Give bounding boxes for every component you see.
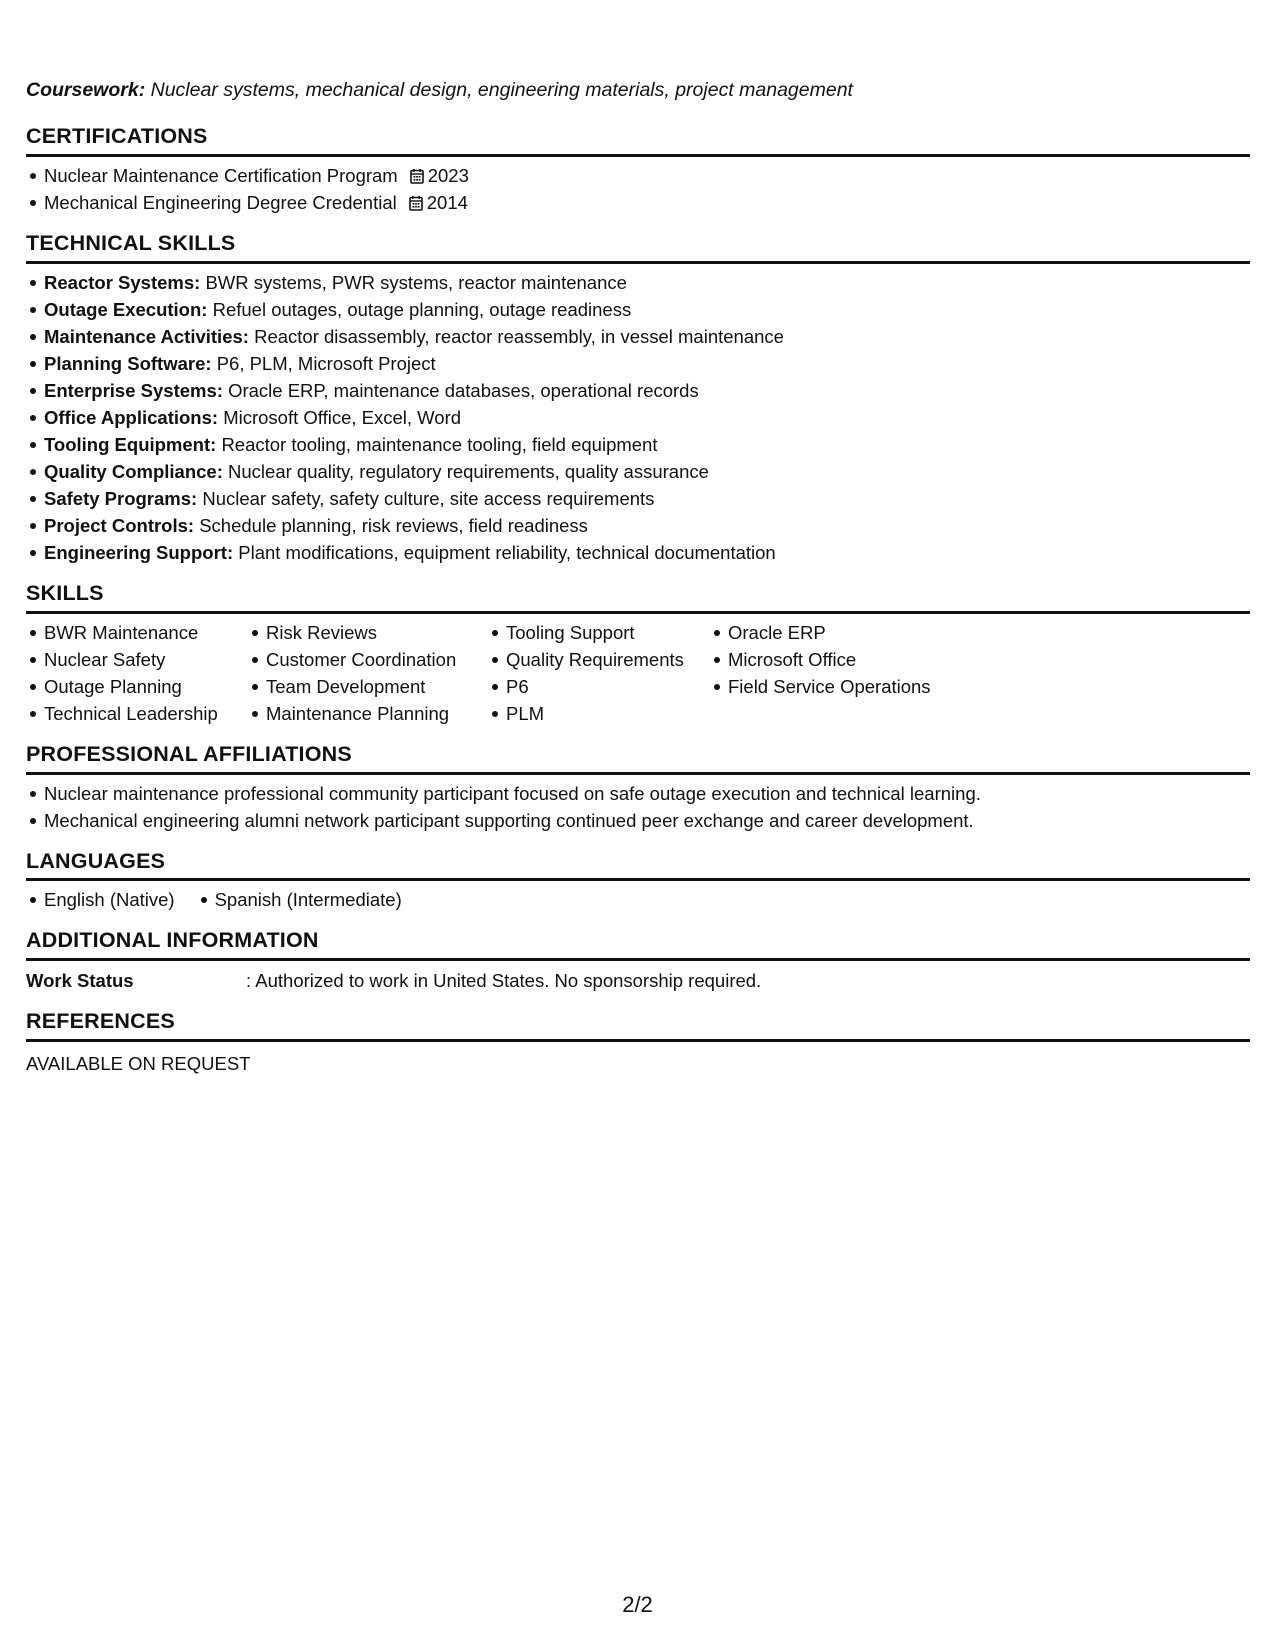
technical-skill-label: Enterprise Systems: — [44, 379, 223, 401]
skill-item: Field Service Operations — [728, 673, 978, 700]
technical-skill-value: Refuel outages, outage planning, outage readiness — [212, 298, 632, 320]
page-number: 2/2 — [622, 1592, 653, 1617]
skill-item: Microsoft Office — [728, 646, 978, 673]
certification-item — [44, 162, 1250, 189]
skill-item: Maintenance Planning — [266, 700, 488, 727]
skill-item: Quality Requirements — [506, 646, 710, 673]
certification-item — [44, 189, 1250, 216]
technical-skill-value: Reactor disassembly, reactor reassembly, in vessel maintenance — [254, 325, 784, 347]
skill-item: Tooling Support — [506, 619, 710, 646]
affiliation-item: Nuclear maintenance professional community participant focused on safe outage execution and technical learning. — [44, 780, 1250, 807]
technical-skill-label: Safety Programs: — [44, 487, 198, 509]
affiliations-section — [26, 742, 1250, 834]
language-item: English (Native) — [44, 886, 175, 913]
skill-item: Oracle ERP — [728, 619, 978, 646]
technical-skill-item — [44, 377, 1250, 404]
technical-skill-label: Engineering Support: — [44, 541, 234, 563]
certification-year: 2023 — [427, 165, 469, 187]
skill-item: Outage Planning — [44, 673, 248, 700]
technical-skill-item — [44, 512, 1250, 539]
language-column — [26, 886, 175, 913]
work-status-row — [26, 967, 1250, 994]
references-section — [26, 1009, 1250, 1077]
technical-skill-item — [44, 350, 1250, 377]
work-status-label: Work Status — [26, 970, 134, 992]
technical-skill-value: Nuclear safety, safety culture, site access requirements — [202, 487, 655, 509]
affiliations-list — [26, 780, 1250, 834]
technical-skills-list — [26, 269, 1250, 566]
affiliation-item: Mechanical engineering alumni network participant supporting continued peer exchange and career development. — [44, 807, 1250, 834]
technical-skill-label: Tooling Equipment: — [44, 433, 217, 455]
technical-skills-section — [26, 231, 1250, 566]
technical-skill-item — [44, 404, 1250, 431]
technical-skill-value: Schedule planning, risk reviews, field readiness — [199, 514, 588, 536]
affiliations-title: PROFESSIONAL AFFILIATIONS — [26, 742, 1250, 775]
skill-item: P6 — [506, 673, 710, 700]
technical-skill-label: Reactor Systems: — [44, 271, 201, 293]
skill-item: Customer Coordination — [266, 646, 488, 673]
technical-skill-item — [44, 296, 1250, 323]
technical-skill-item — [44, 431, 1250, 458]
language-column — [197, 886, 402, 913]
skills-grid — [26, 619, 1250, 727]
certification-year: 2014 — [426, 192, 468, 214]
technical-skill-item — [44, 269, 1250, 296]
technical-skill-value: P6, PLM, Microsoft Project — [216, 352, 436, 374]
skill-item: Technical Leadership — [44, 700, 248, 727]
additional-info-title: ADDITIONAL INFORMATION — [26, 928, 1250, 961]
technical-skill-label: Project Controls: — [44, 514, 195, 536]
technical-skill-item — [44, 485, 1250, 512]
technical-skill-value: BWR systems, PWR systems, reactor maintenance — [205, 271, 627, 293]
technical-skill-value: Reactor tooling, maintenance tooling, field equipment — [221, 433, 658, 455]
resume-content — [26, 78, 1250, 1077]
technical-skill-label: Maintenance Activities: — [44, 325, 249, 347]
work-status-value: : Authorized to work in United States. No sponsorship required. — [246, 970, 762, 992]
skill-item: BWR Maintenance — [44, 619, 248, 646]
coursework-label: Coursework: — [26, 79, 146, 101]
language-item: Spanish (Intermediate) — [215, 886, 402, 913]
skills-section — [26, 581, 1250, 727]
technical-skill-item — [44, 323, 1250, 350]
technical-skill-label: Office Applications: — [44, 406, 219, 428]
skills-column — [488, 619, 710, 727]
references-text: AVAILABLE ON REQUEST — [26, 1052, 251, 1074]
coursework-text: Nuclear systems, mechanical design, engineering materials, project management — [150, 79, 853, 101]
technical-skill-value: Oracle ERP, maintenance databases, operational records — [228, 379, 699, 401]
languages-section — [26, 849, 1250, 914]
certifications-section — [26, 124, 1250, 216]
skills-column — [248, 619, 488, 727]
skill-item: Team Development — [266, 673, 488, 700]
calendar-icon — [410, 168, 424, 184]
skill-item: PLM — [506, 700, 710, 727]
skills-column — [710, 619, 978, 727]
technical-skill-label: Quality Compliance: — [44, 460, 223, 482]
technical-skill-value: Plant modifications, equipment reliability, technical documentation — [238, 541, 776, 563]
skill-item: Nuclear Safety — [44, 646, 248, 673]
calendar-icon — [409, 195, 423, 211]
technical-skill-item — [44, 539, 1250, 566]
coursework-line — [26, 78, 1250, 103]
languages-list — [26, 886, 1250, 913]
technical-skill-label: Planning Software: — [44, 352, 212, 374]
references-title: REFERENCES — [26, 1009, 1250, 1042]
languages-title: LANGUAGES — [26, 849, 1250, 882]
technical-skill-value: Microsoft Office, Excel, Word — [223, 406, 462, 428]
skills-column — [26, 619, 248, 727]
skills-title: SKILLS — [26, 581, 1250, 614]
certification-name: Mechanical Engineering Degree Credential — [44, 192, 397, 214]
certification-name: Nuclear Maintenance Certification Program — [44, 165, 398, 187]
certifications-title: CERTIFICATIONS — [26, 124, 1250, 157]
technical-skill-item — [44, 458, 1250, 485]
technical-skill-label: Outage Execution: — [44, 298, 208, 320]
skill-item: Risk Reviews — [266, 619, 488, 646]
additional-info-section — [26, 928, 1250, 994]
technical-skills-title: TECHNICAL SKILLS — [26, 231, 1250, 264]
certifications-list — [26, 162, 1250, 216]
technical-skill-value: Nuclear quality, regulatory requirements, quality assurance — [228, 460, 709, 482]
